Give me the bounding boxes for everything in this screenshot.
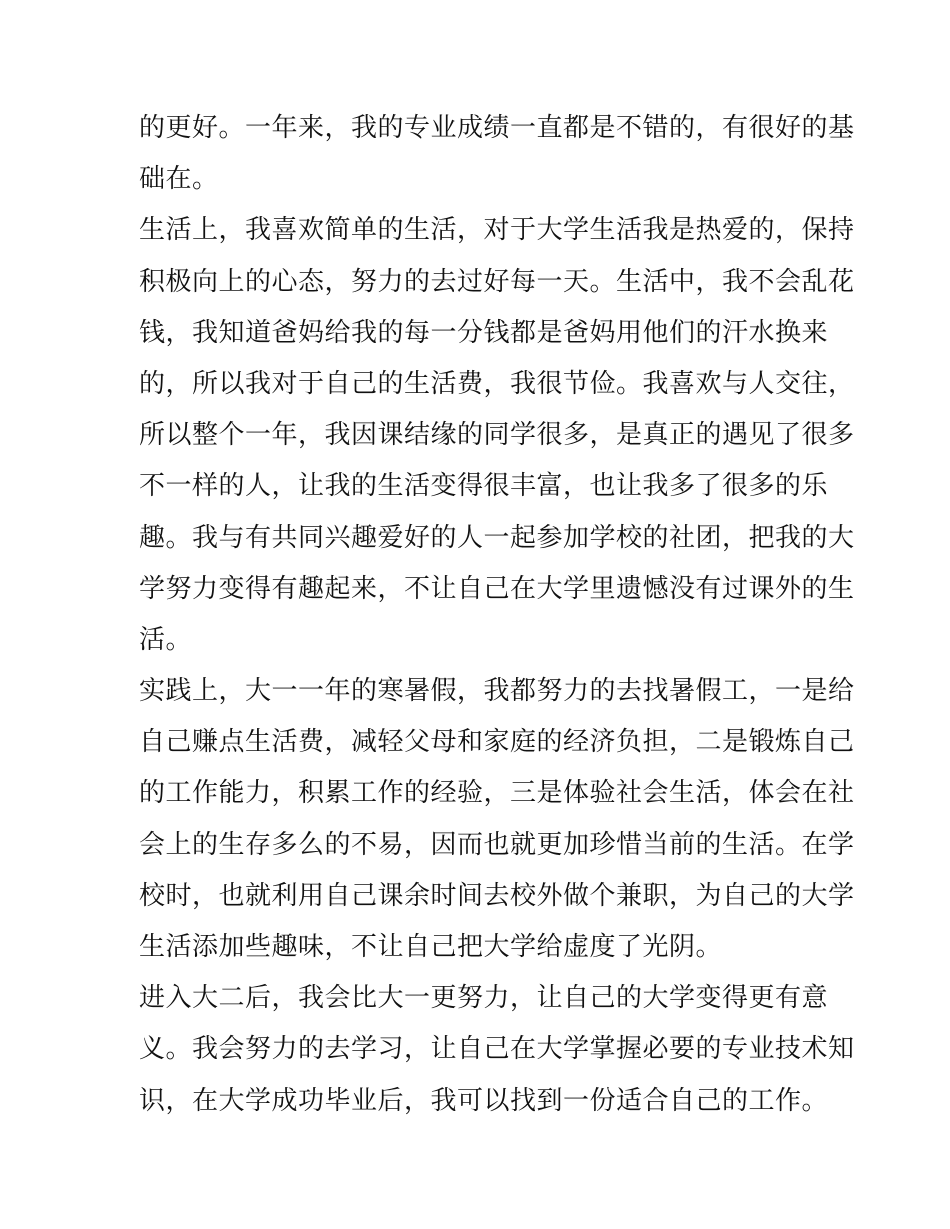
text-line: 的更好。一年来，我的专业成绩一直都是不错的，有很好的基: [139, 113, 855, 143]
text-line: 础在。: [139, 164, 219, 195]
text-line: 趣。我与有共同兴趣爱好的人一起参加学校的社团，把我的大: [139, 522, 855, 553]
text-line: 校时，也就利用自己课余时间去校外做个兼职，为自己的大学: [139, 880, 855, 911]
text-line: 所以整个一年，我因课结缘的同学很多，是真正的遇见了很多: [139, 420, 855, 451]
text-line: 义。我会努力的去学习，让自己在大学掌握必要的专业技术知: [139, 1034, 855, 1065]
text-line: 的，所以我对于自己的生活费，我很节俭。我喜欢与人交往，: [139, 368, 855, 399]
text-line: 生活上，我喜欢简单的生活，对于大学生活我是热爱的，保持: [139, 215, 855, 246]
text-line: 积极向上的心态，努力的去过好每一天。生活中，我不会乱花: [139, 266, 855, 297]
text-line: 会上的生存多么的不易，因而也就更加珍惜当前的生活。在学: [139, 829, 855, 860]
text-line: 实践上，大一一年的寒暑假，我都努力的去找暑假工，一是给: [139, 676, 855, 707]
text-line: 生活添加些趣味，不让自己把大学给虚度了光阴。: [139, 932, 723, 962]
body-text: [139, 103, 855, 1127]
text-line: 活。: [139, 624, 193, 655]
text-line: 自己赚点生活费，减轻父母和家庭的经济负担，二是锻炼自己: [139, 727, 855, 758]
text-line: 进入大二后，我会比大一更努力，让自己的大学变得更有意: [139, 983, 829, 1014]
text-line: 不一样的人，让我的生活变得很丰富，也让我多了很多的乐: [139, 471, 829, 502]
text-line: 识，在大学成功毕业后，我可以找到一份适合自己的工作。: [139, 1085, 829, 1116]
text-line: 的工作能力，积累工作的经验，三是体验社会生活，体会在社: [139, 778, 855, 809]
text-line: 钱，我知道爸妈给我的每一分钱都是爸妈用他们的汗水换来: [139, 317, 829, 348]
text-line: 学努力变得有趣起来，不让自己在大学里遗憾没有过课外的生: [139, 573, 855, 604]
